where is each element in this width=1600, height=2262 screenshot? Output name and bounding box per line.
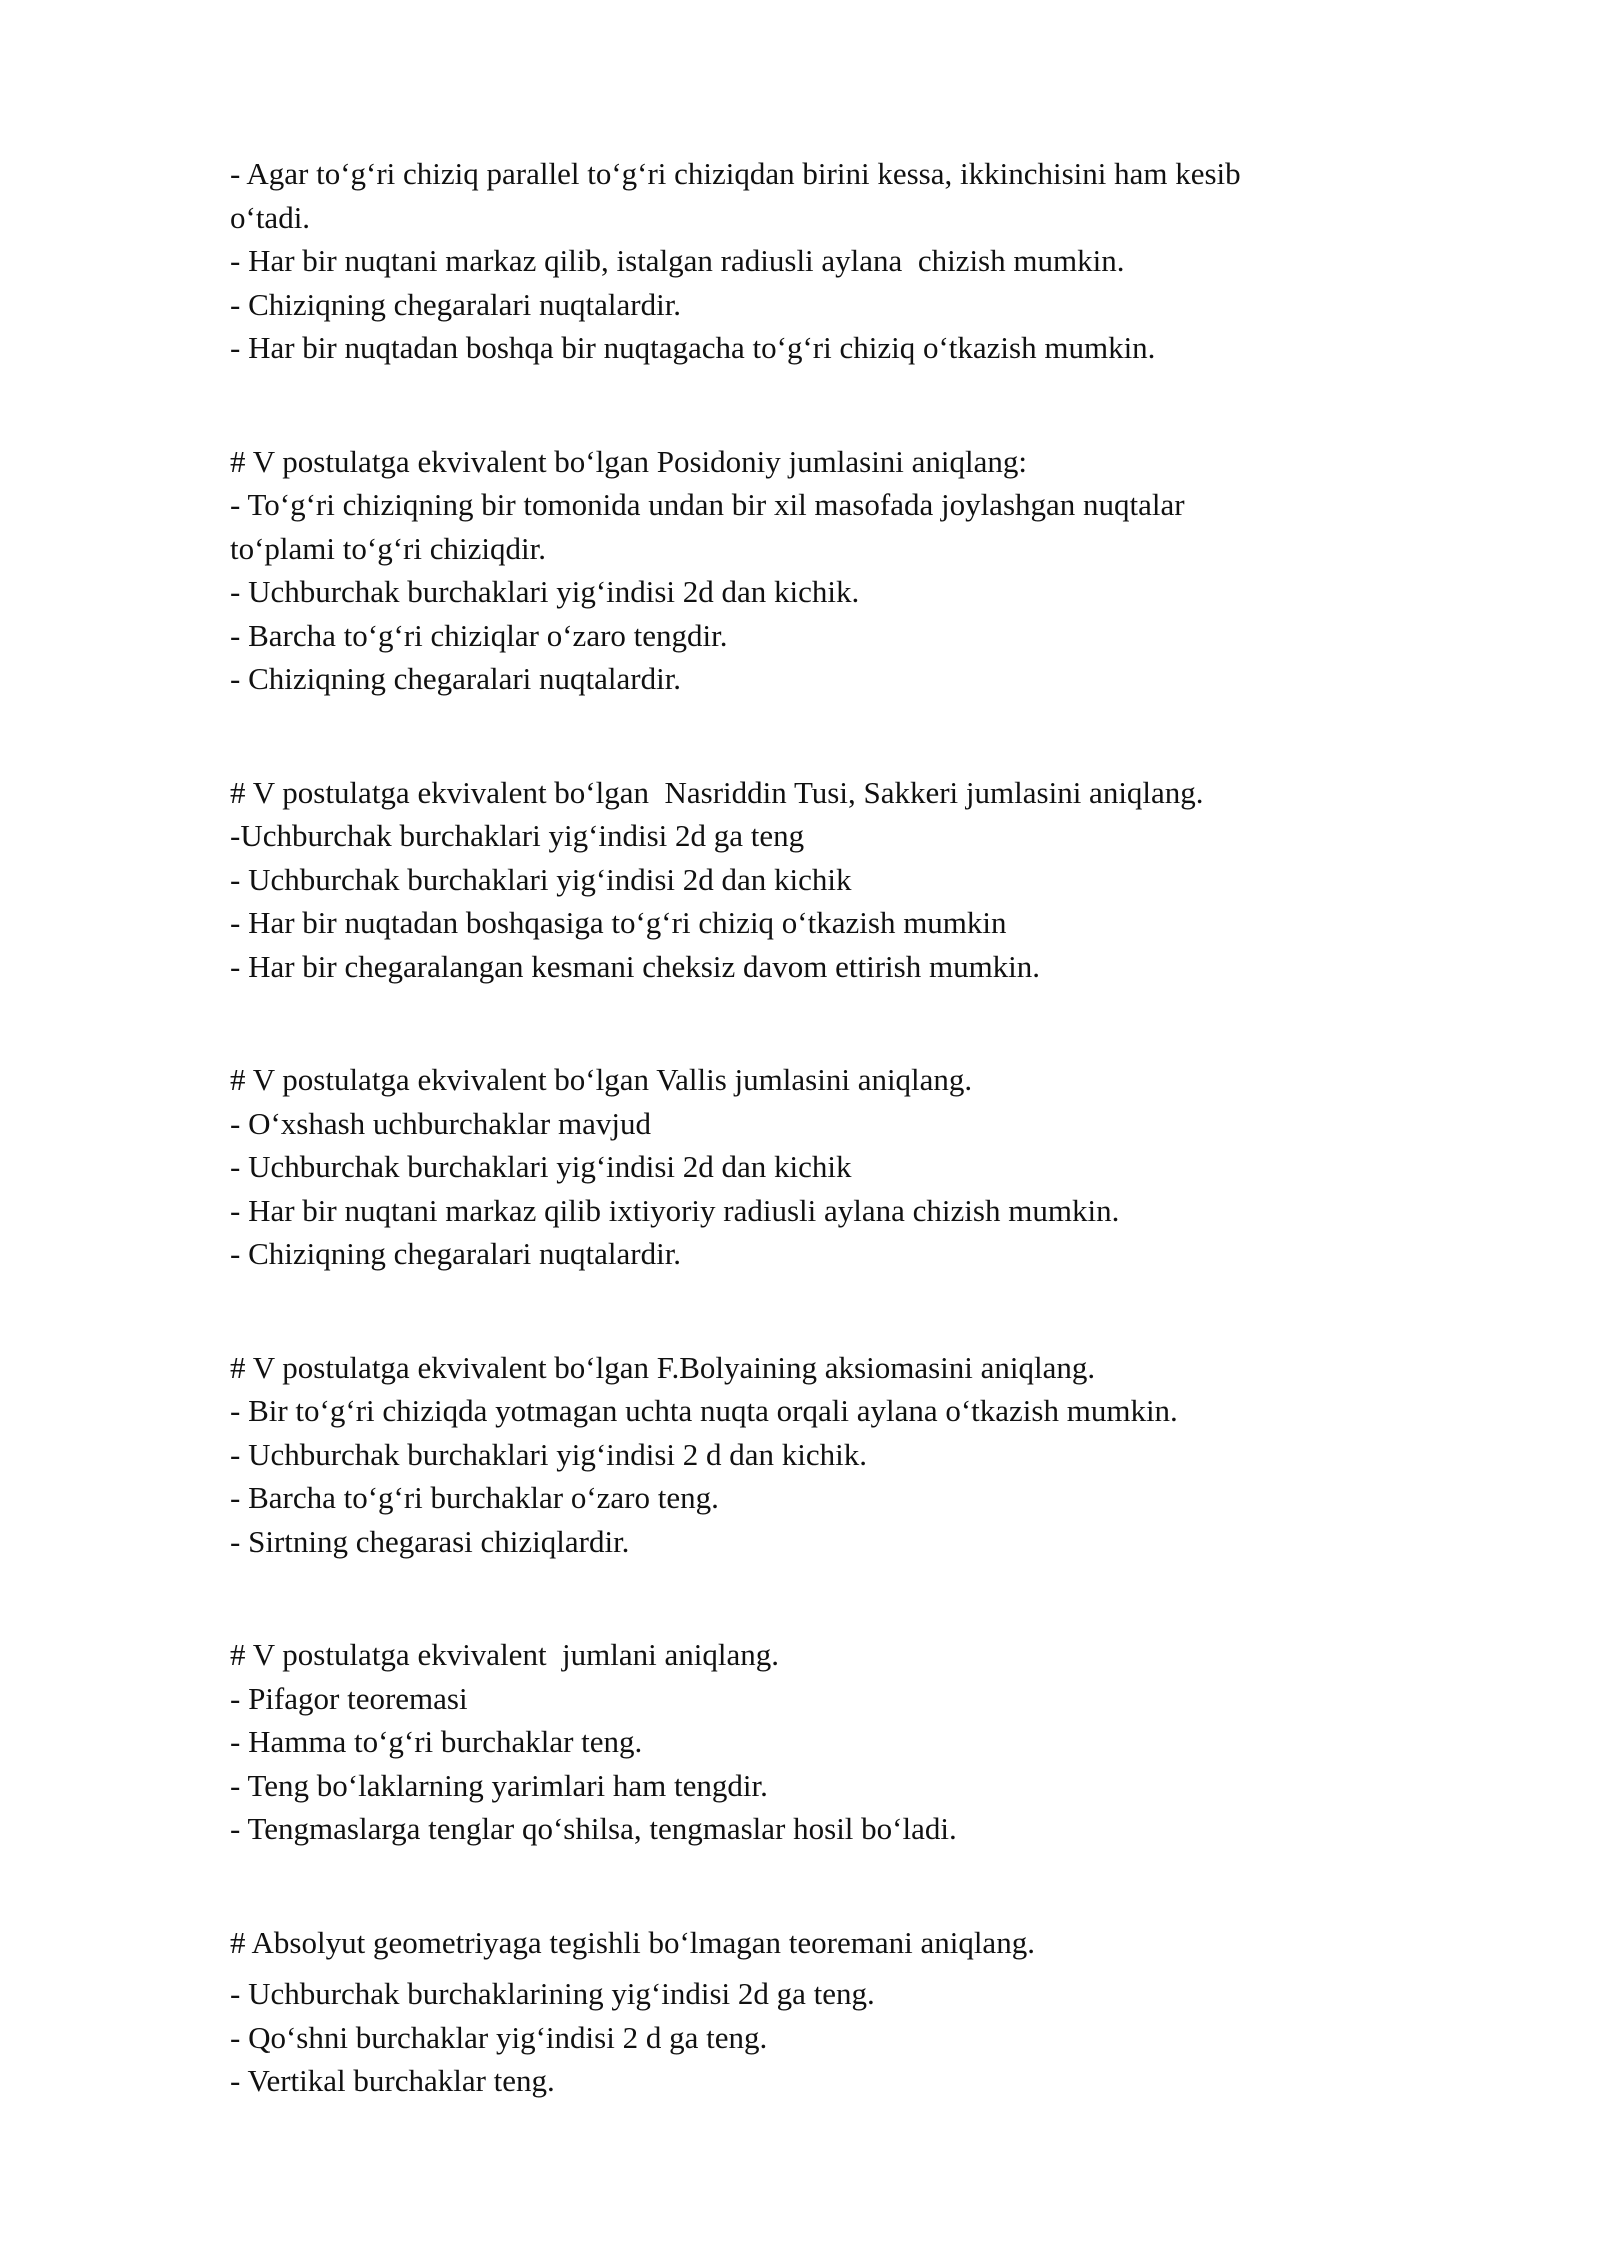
option-line: - Chiziqning chegaralari nuqtalardir.: [230, 661, 682, 696]
option-line: - Qo‘shni burchaklar yig‘indisi 2 d ga teng.: [230, 2019, 768, 2055]
option-line: - Har bir nuqtadan boshqa bir nuqtagacha to‘g‘ri chiziq o‘tkazish mumkin.: [230, 330, 1156, 365]
question-heading: # V postulatga ekvivalent jumlani aniqlang.: [230, 1637, 780, 1672]
question-block-posidoniy: [230, 440, 1500, 701]
question-block-equivalent: [230, 1633, 1500, 1851]
option-line: - Agar to‘g‘ri chiziq parallel to‘g‘ri chiziqdan birini kessa, ikkinchisini ham kesib: [230, 156, 1241, 191]
question-heading: # Absolyut geometriyaga tegishli bo‘lmagan teoremani aniqlang.: [230, 1924, 1035, 1960]
option-line: - O‘xshash uchburchaklar mavjud: [230, 1105, 651, 1141]
option-line: - Bir to‘g‘ri chiziqda yotmagan uchta nuqta orqali aylana o‘tkazish mumkin.: [230, 1393, 1178, 1428]
question-block-vallis: [230, 1058, 1500, 1276]
block-spacer: [230, 988, 1500, 1058]
option-line: - Har bir nuqtadan boshqasiga to‘g‘ri chiziq o‘tkazish mumkin: [230, 905, 1007, 940]
block-spacer: [230, 701, 1500, 771]
option-line-continuation: to‘plami to‘g‘ri chiziqdir.: [230, 530, 546, 566]
option-line: - To‘g‘ri chiziqning bir tomonida undan bir xil masofada joylashgan nuqtalar: [230, 487, 1185, 522]
question-block-absolute-geometry: [230, 1921, 1500, 2103]
question-heading: # V postulatga ekvivalent bo‘lgan Vallis jumlasini aniqlang.: [230, 1062, 973, 1097]
block-spacer: [230, 370, 1500, 440]
option-line: - Chiziqning chegaralari nuqtalardir.: [230, 1236, 682, 1271]
option-line: - Uchburchak burchaklari yig‘indisi 2d dan kichik.: [230, 574, 860, 609]
option-line: - Uchburchak burchaklarining yig‘indisi 2d ga teng.: [230, 1976, 875, 2011]
option-line: - Sirtning chegarasi chiziqlardir.: [230, 1523, 630, 1559]
option-line: - Har bir chegaralangan kesmani cheksiz davom ettirish mumkin.: [230, 948, 1041, 984]
option-line: - Chiziqning chegaralari nuqtalardir.: [230, 286, 682, 322]
option-line: - Har bir nuqtani markaz qilib ixtiyoriy radiusli aylana chizish mumkin.: [230, 1192, 1120, 1228]
question-heading: # V postulatga ekvivalent bo‘lgan Posidoniy jumlasini aniqlang:: [230, 443, 1028, 479]
document-content: [230, 152, 1500, 2103]
option-line: -Uchburchak burchaklari yig‘indisi 2d ga teng: [230, 818, 805, 853]
option-line: - Uchburchak burchaklari yig‘indisi 2 d dan kichik.: [230, 1436, 868, 1472]
option-line: - Teng bo‘laklarning yarimlari ham tengdir.: [230, 1767, 768, 1803]
answer-options-block: [230, 152, 1500, 370]
option-line: - Vertikal burchaklar teng.: [230, 2063, 555, 2098]
option-line: - Hamma to‘g‘ri burchaklar teng.: [230, 1724, 643, 1759]
option-line: - Har bir nuqtani markaz qilib, istalgan radiusli aylana chizish mumkin.: [230, 243, 1125, 278]
option-line-continuation: o‘tadi.: [230, 199, 311, 235]
option-line: - Barcha to‘g‘ri burchaklar o‘zaro teng.: [230, 1480, 719, 1515]
question-block-tusi-sakkeri: [230, 771, 1500, 989]
option-line: - Uchburchak burchaklari yig‘indisi 2d dan kichik: [230, 1149, 852, 1184]
heading-spacer: [230, 1964, 1500, 1972]
question-block-bolyai: [230, 1346, 1500, 1564]
block-spacer: [230, 1563, 1500, 1633]
option-line: - Uchburchak burchaklari yig‘indisi 2d dan kichik: [230, 861, 852, 897]
option-line: - Barcha to‘g‘ri chiziqlar o‘zaro tengdir.: [230, 617, 728, 653]
option-line: - Pifagor teoremasi: [230, 1680, 468, 1716]
block-spacer: [230, 1851, 1500, 1921]
option-line: - Tengmaslarga tenglar qo‘shilsa, tengmaslar hosil bo‘ladi.: [230, 1811, 957, 1846]
block-spacer: [230, 1276, 1500, 1346]
question-heading: # V postulatga ekvivalent bo‘lgan F.Bolyaining aksiomasini aniqlang.: [230, 1349, 1096, 1385]
question-heading: # V postulatga ekvivalent bo‘lgan Nasriddin Tusi, Sakkeri jumlasini aniqlang.: [230, 774, 1204, 810]
